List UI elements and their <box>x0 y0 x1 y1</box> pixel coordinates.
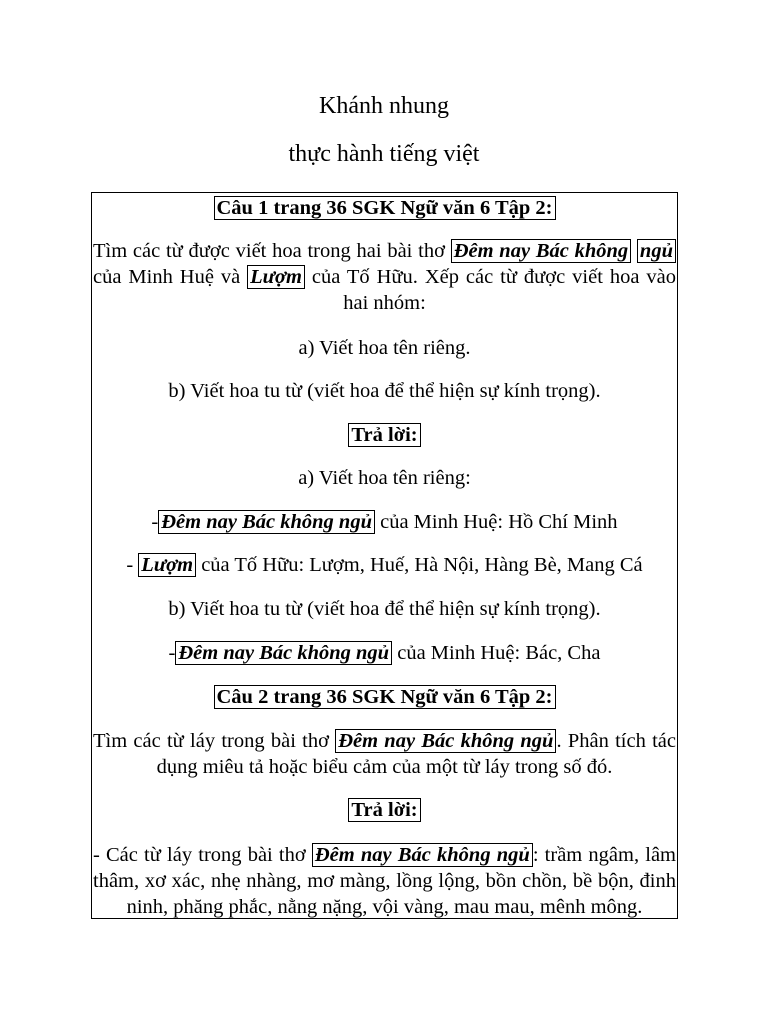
q1-answer-b: b) Viết hoa tu từ (viết hoa để thể hiện sự kính trọng). <box>168 598 601 620</box>
q1-answer-line2 <box>92 552 677 578</box>
q1-answer-label: Trả lời: <box>348 423 420 447</box>
q1-answer-a: a) Viết hoa tên riêng: <box>298 467 471 489</box>
q1-poem1-title-part2: ngủ <box>637 239 676 263</box>
q1-line1-poem: Đêm nay Bác không ngủ <box>158 510 375 534</box>
q1-item-b: b) Viết hoa tu từ (viết hoa để thể hiện sự kính trọng). <box>168 380 601 402</box>
q1-line3-dash: - <box>168 642 176 664</box>
q1-prompt-text-a: Tìm các từ được viết hoa trong hai bài thơ <box>93 240 451 262</box>
q2-prompt-text-b: . Phân tích tác dụng miêu tả hoặc biểu cảm của một từ láy trong số đó. <box>156 730 676 778</box>
q1-heading: Câu 1 trang 36 SGK Ngữ văn 6 Tập 2: <box>214 196 556 220</box>
q2-heading-line <box>92 684 677 710</box>
q2-prompt-text-a: Tìm các từ láy trong bài thơ <box>93 730 336 752</box>
q1-line1-dash: - <box>151 511 159 533</box>
q2-answer-label-line <box>92 797 677 823</box>
q1-answer-label-line <box>92 422 677 448</box>
q1-answer-line3 <box>92 640 677 666</box>
q2-answer-label: Trả lời: <box>348 798 420 822</box>
q1-prompt-text-c: của Tố Hữu. Xếp các từ được viết hoa vào hai nhóm: <box>304 266 676 314</box>
q2-answer-dash: - Các từ láy trong bài thơ <box>93 844 312 866</box>
q1-line2-poem: Lượm <box>138 553 196 577</box>
q1-line2-rest: của Tố Hữu: Lượm, Huế, Hà Nội, Hàng Bè, Mang Cá <box>196 554 643 576</box>
q1-heading-line <box>92 195 677 221</box>
q2-prompt <box>93 728 676 780</box>
q1-line3-poem: Đêm nay Bác không ngủ <box>175 641 392 665</box>
author-name: Khánh nhung <box>319 93 449 119</box>
page-subtitle: thực hành tiếng việt <box>288 141 480 167</box>
content-frame <box>91 192 678 919</box>
q1-prompt-text-b: của Minh Huệ và <box>93 266 248 288</box>
q1-prompt <box>93 238 676 316</box>
q2-poem-title: Đêm nay Bác không ngủ <box>335 729 556 753</box>
q1-answer-line1 <box>92 509 677 535</box>
q1-line1-rest: của Minh Huệ: Hồ Chí Minh <box>374 511 618 533</box>
q1-poem1-title-part1: Đêm nay Bác không <box>451 239 631 263</box>
q1-item-a: a) Viết hoa tên riêng. <box>298 337 471 359</box>
q2-heading: Câu 2 trang 36 SGK Ngữ văn 6 Tập 2: <box>214 685 556 709</box>
q2-answer-rest: : trầm ngâm, lâm thâm, xơ xác, nhẹ nhàng, mơ màng, lồng lộng, bồn chồn, bề bộn, đinh ninh, phăng phắc, nằng nặng, vội vàng, mau mau, mênh mông. <box>93 844 677 918</box>
q2-answer-poem: Đêm nay Bác không ngủ <box>312 843 533 867</box>
q1-line3-rest: của Minh Huệ: Bác, Cha <box>392 642 601 664</box>
q2-answer <box>93 842 676 920</box>
q1-line2-dash: - <box>126 554 139 576</box>
q1-poem2-title: Lượm <box>247 265 305 289</box>
